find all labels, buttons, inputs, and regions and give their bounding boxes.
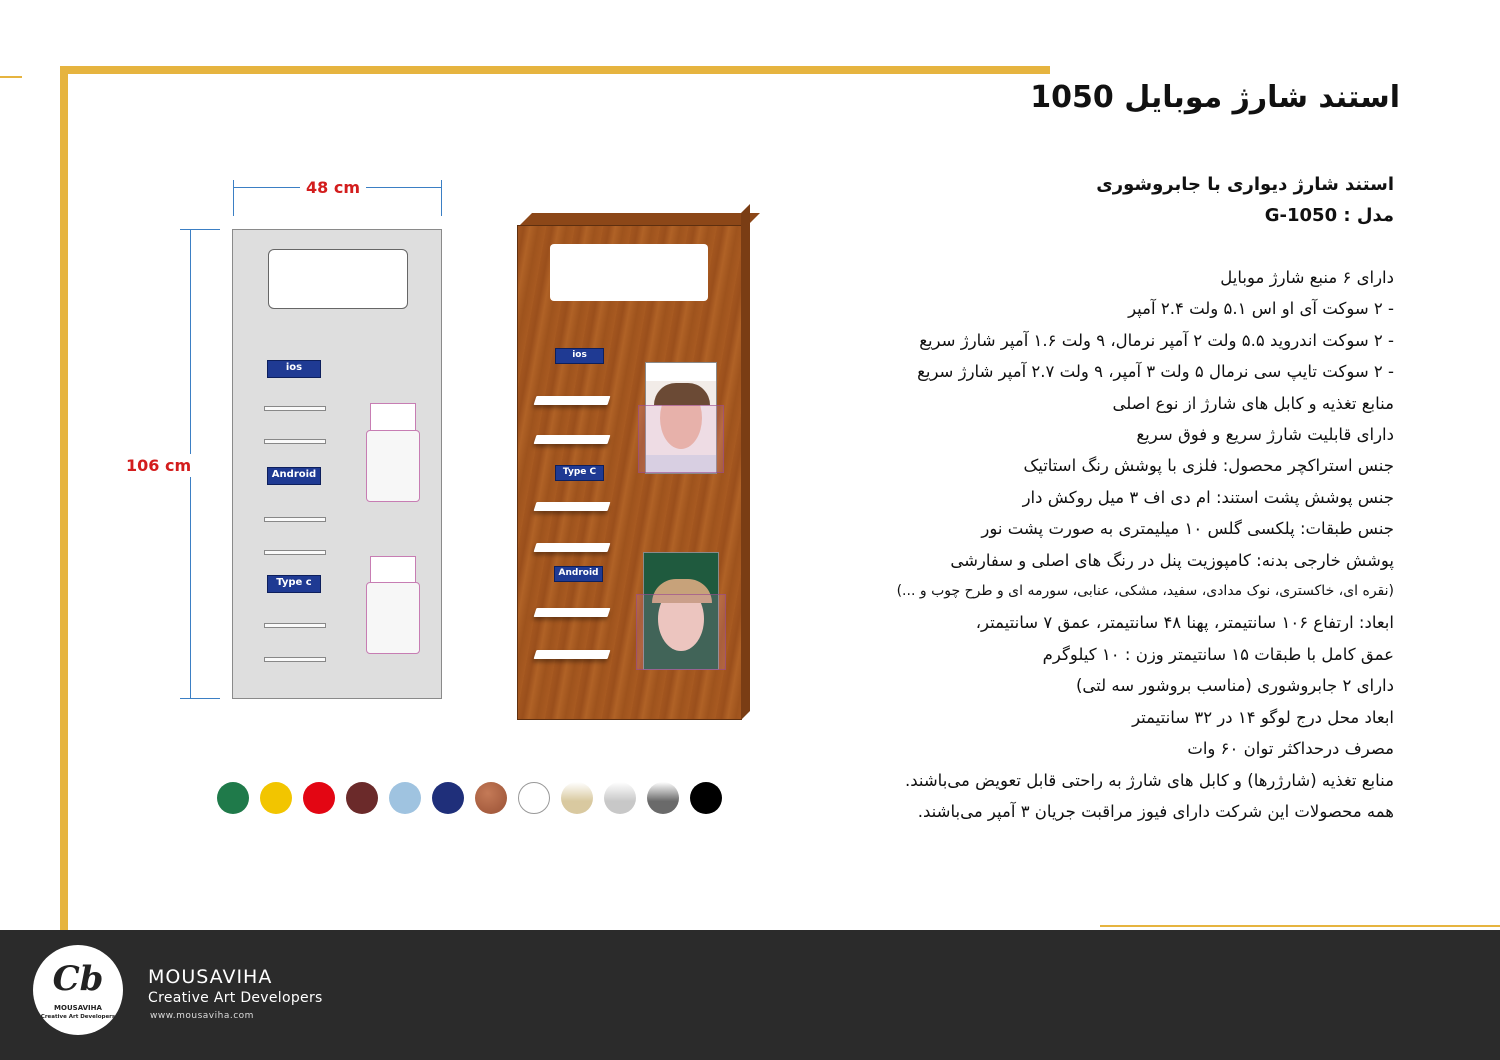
spec-item: دارای قابلیت شارژ سریع و فوق سریع bbox=[1136, 425, 1394, 445]
edge-mark bbox=[0, 76, 22, 78]
render-side-edge bbox=[741, 204, 750, 720]
spec-item: - ۲ سوکت تایپ سی نرمال ۵ ولت ۳ آمپر، ۹ ولت ۲.۷ آمپر شارژ سریع bbox=[917, 362, 1394, 382]
shelf bbox=[264, 623, 326, 628]
render-shelf bbox=[534, 502, 611, 511]
height-label: 106 cm bbox=[126, 456, 192, 475]
shelf bbox=[264, 517, 326, 522]
color-swatch-gray[interactable] bbox=[647, 782, 679, 814]
shelf bbox=[264, 657, 326, 662]
spec-item: جنس استراکچر محصول: فلزی با پوشش رنگ استاتیک bbox=[1023, 456, 1394, 476]
render-label-android: Android bbox=[554, 566, 603, 582]
color-swatch-red[interactable] bbox=[303, 782, 335, 814]
shelf bbox=[264, 439, 326, 444]
frame-left-border bbox=[60, 66, 68, 930]
spec-item: منابع تغذیه (شارژرها) و کابل های شارژ به راحتی قابل تعویض می‌باشند. bbox=[904, 770, 1394, 790]
brochure-pocket bbox=[366, 430, 420, 502]
brochure-pocket bbox=[366, 582, 420, 654]
brand-tagline: Creative Art Developers bbox=[148, 990, 323, 1006]
socket-label-android: Android bbox=[267, 467, 321, 485]
render-top-edge bbox=[520, 213, 760, 225]
spec-item: منابع تغذیه و کابل های شارژ از نوع اصلی bbox=[1112, 393, 1394, 413]
render-shelf bbox=[534, 543, 611, 552]
color-swatch-white[interactable] bbox=[518, 782, 550, 814]
spec-item: همه محصولات این شرکت دارای فیوز مراقبت جریان ۳ آمپر می‌باشند. bbox=[917, 801, 1394, 821]
render-shelf bbox=[534, 435, 611, 444]
render-label-ios: ios bbox=[555, 348, 604, 364]
width-dimension-tick bbox=[233, 180, 234, 216]
spec-item: دارای ۲ جابروشوری (مناسب بروشور سه لتی) bbox=[1075, 676, 1394, 696]
frame-bottom-accent bbox=[1100, 925, 1500, 927]
height-dimension-tick bbox=[180, 229, 220, 230]
socket-label-ios: ios bbox=[267, 360, 321, 378]
website-link[interactable]: www.mousaviha.com bbox=[150, 1011, 254, 1021]
color-swatch-champagne[interactable] bbox=[561, 782, 593, 814]
spec-item: عمق کامل با طبقات ۱۵ سانتیمتر وزن : ۱۰ کیلوگرم bbox=[1042, 644, 1394, 664]
color-swatch-silver[interactable] bbox=[604, 782, 636, 814]
render-logo-window bbox=[550, 244, 708, 301]
spec-item: دارای ۶ منبع شارژ موبایل bbox=[1220, 268, 1394, 287]
spec-item: جنس طبقات: پلکسی گلس ۱۰ میلیمتری به صورت پشت نور bbox=[981, 519, 1394, 539]
width-dimension-tick bbox=[441, 180, 442, 216]
brand-name: MOUSAVIHA bbox=[148, 966, 273, 988]
spec-item: ابعاد: ارتفاع ۱۰۶ سانتیمتر، پهنا ۴۸ سانتیمتر، عمق ۷ سانتیمتر، bbox=[975, 613, 1394, 633]
spec-item: مصرف درحداکثر توان ۶۰ وات bbox=[1187, 739, 1394, 759]
color-swatch-wood[interactable] bbox=[475, 782, 507, 814]
spec-item: پوشش خارجی بدنه: کامپوزیت پنل در رنگ های اصلی و سفارشی bbox=[950, 550, 1394, 570]
spec-item: جنس پوشش پشت استند: ام دی اف ۳ میل روکش دار bbox=[1022, 487, 1394, 507]
logo-window bbox=[268, 249, 408, 309]
spec-item: - ۲ سوکت اندروید ۵.۵ ولت ۲ آمپر نرمال، ۹ ولت ۱.۶ آمپر شارژ سریع bbox=[919, 330, 1394, 350]
color-swatch-green[interactable] bbox=[217, 782, 249, 814]
brochure-holder-2 bbox=[636, 594, 726, 670]
render-shelf bbox=[534, 396, 611, 405]
color-swatch-black[interactable] bbox=[690, 782, 722, 814]
width-label: 48 cm bbox=[300, 178, 366, 197]
logo-name: MOUSAVIHA bbox=[54, 1004, 102, 1012]
shelf bbox=[264, 550, 326, 555]
render-label-typec: Type C bbox=[555, 465, 604, 481]
spec-list bbox=[774, 262, 1394, 827]
socket-label-typec: Type c bbox=[267, 575, 321, 593]
page-title: استند شارژ موبایل 1050 bbox=[1030, 80, 1400, 115]
color-swatch-maroon[interactable] bbox=[346, 782, 378, 814]
frame-top-border bbox=[60, 66, 1050, 74]
logo-monogram: Cb bbox=[52, 959, 104, 999]
model-line: مدل : G-1050 bbox=[1264, 205, 1394, 226]
logo-subtitle: Creative Art Developers bbox=[40, 1014, 116, 1020]
spec-item: ابعاد محل درج لوگو ۱۴ در ۳۲ سانتیمتر bbox=[1132, 707, 1394, 727]
brochure-holder-1 bbox=[638, 405, 724, 473]
spec-item: (نقره ای، خاکستری، نوک مدادی، سفید، مشکی، عنابی، سورمه ای و طرح چوب و ...) bbox=[896, 583, 1394, 600]
spec-item: - ۲ سوکت آی او اس ۵.۱ ولت ۲.۴ آمپر bbox=[1128, 299, 1394, 319]
color-swatch-light-blue[interactable] bbox=[389, 782, 421, 814]
render-shelf bbox=[534, 650, 611, 659]
color-swatch-yellow[interactable] bbox=[260, 782, 292, 814]
company-logo[interactable] bbox=[33, 945, 123, 1035]
product-subtitle: استند شارژ دیواری با جابروشوری bbox=[1096, 174, 1394, 195]
shelf bbox=[264, 406, 326, 411]
render-shelf bbox=[534, 608, 611, 617]
color-swatch-navy[interactable] bbox=[432, 782, 464, 814]
height-dimension-tick bbox=[180, 698, 220, 699]
